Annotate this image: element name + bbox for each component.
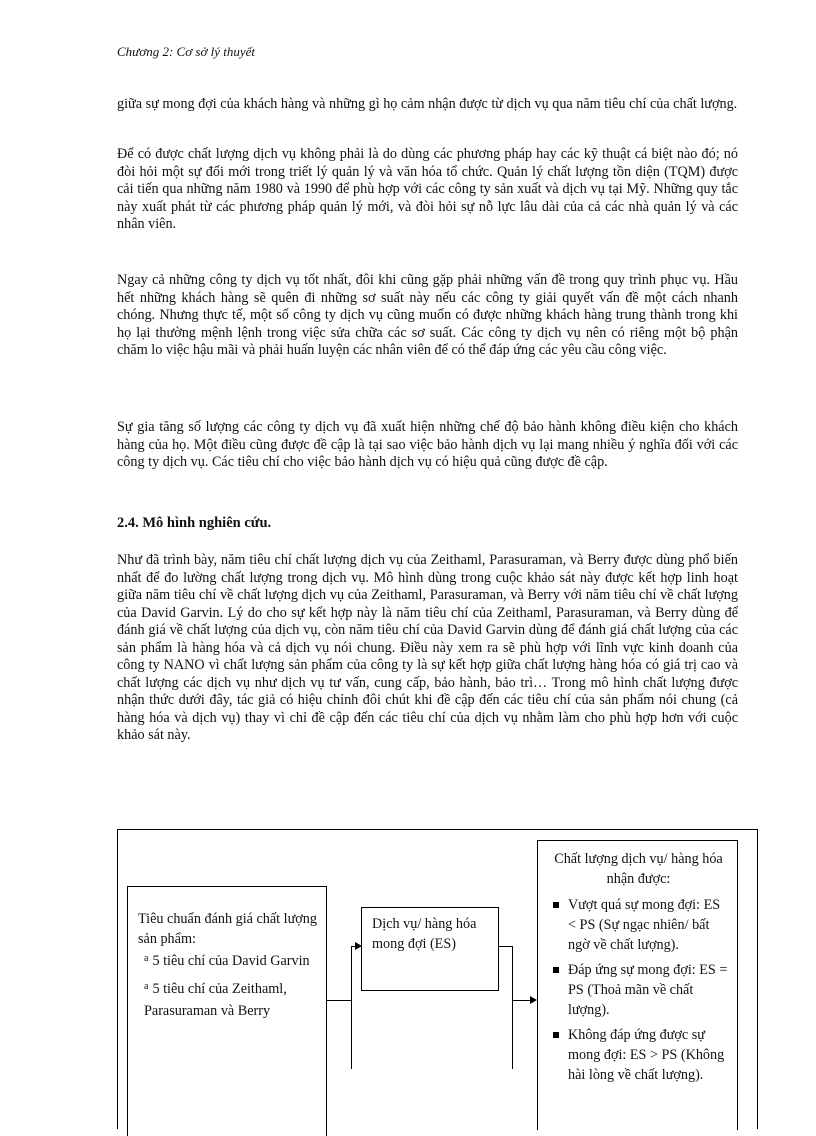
connector-line (499, 946, 512, 947)
paragraph-3: Ngay cả những công ty dịch vụ tốt nhất, đôi khi cũng gặp phải những vấn đề trong quy trình phục vụ. Hầu hết những khách hàng sẽ quên đi những sơ suất này nếu các công ty giải quyết vấn đề một cách nhanh chóng. Nhưng thực tế, một số công ty dịch vụ cũng muốn có được những khách hàng trung thành trong khi họ lại thường mệnh lệnh trong việc sửa chữa các sơ suất. Các công ty dịch vụ nên có riêng một bộ phận chăm lo việc hậu mãi và phải huấn luyện các nhân viên để có thể đáp ứng các yêu cầu công việc. (117, 272, 738, 358)
section-paragraph: Như đã trình bày, năm tiêu chí chất lượng dịch vụ của Zeithaml, Parasuraman, và Berry được dùng phổ biến nhất để đo lường chất lượng trong dịch vụ. Mô hình dùng trong cuộc khảo sát này được kết hợp linh hoạt giữa năm tiêu chí về chất lượng dịch vụ của Zeithaml, Parasuraman, và Berry với năm tiêu chí về chất lượng của David Garvin. Lý do cho sự kết hợp này là năm tiêu chí của Zeithaml, Parasuraman, và Berry dùng để đánh giá về chất lượng của dịch vụ, còn năm tiêu chí của David Garvin dùng để đánh giá chất lượng của các sản phẩm là hàng hóa và cả dịch vụ nói chung. Điều này xem ra sẽ phù hợp với lĩnh vực kinh doanh của công ty NANO vì chất lượng sản phẩm của công ty là sự kết hợp giữa chất lượng hàng hóa có giá trị cao và chất lượng các dịch vụ như dịch vụ tư vấn, cung cấp, bảo hành, bảo trì… Trong mô hình chất lượng được nhận thức dưới đây, tác giả có hiệu chỉnh đôi chút khi đề cập đến các tiêu chí của sản phẩm nói chung (cả hàng hóa và dịch vụ) thay vì chỉ đề cập đến các tiêu chí của dịch vụ nhằm làm cho phù hợp hơn với cuộc khảo sát này. (117, 552, 738, 743)
paragraph-4: Sự gia tăng số lượng các công ty dịch vụ đã xuất hiện những chế độ bảo hành không điều kiện cho khách hàng của họ. Một điều cũng được đề cập là tại sao việc bảo hành dịch vụ lại mang nhiều ý nghĩa đối với các công ty dịch vụ. Các tiêu chí cho việc bảo hành dịch vụ có hiệu quả cũng được đề cập. (117, 419, 738, 470)
arrow-icon (530, 996, 537, 1004)
connector-line (351, 946, 352, 1069)
criteria-title: Tiêu chuẩn đánh giá chất lượng sản phẩm: (138, 911, 317, 947)
list-item: Vượt quá sự mong đợi: ES < PS (Sự ngạc nhiên/ bất ngờ về chất lượng). (568, 895, 731, 955)
connector-line (512, 1000, 530, 1001)
page-header: Chương 2: Cơ sở lý thuyết (117, 44, 256, 59)
bullet-mark: a (144, 953, 149, 964)
expected-service-text: Dịch vụ/ hàng hóa mong đợi (ES) (372, 916, 477, 952)
paragraph-2: Để có được chất lượng dịch vụ không phải là do dùng các phương pháp hay các kỹ thuật cá biệt nào đó; nó đòi hỏi một sự đổi mới trong triết lý quản lý và văn hóa tổ chức. Quản lý chất lượng tồn diện (TQM) được cải tiến qua những năm 1980 và 1990 để phù hợp với các công ty sản xuất và dịch vụ tại Mỹ. Những quy tắc này xuất phát từ các phương pháp quản lý mới, và đòi hỏi sự nỗ lực lâu dài của cả các nhà quản lý và các nhân viên. (117, 146, 738, 232)
criteria-item (138, 979, 326, 1021)
bullet-mark: a (144, 981, 149, 992)
expected-service-box (361, 907, 499, 991)
criteria-item-text: 5 tiêu chí của David Garvin (152, 953, 310, 969)
connector-line (327, 1000, 351, 1001)
connector-line (512, 946, 513, 1069)
section-heading: 2.4. Mô hình nghiên cứu. (117, 515, 272, 531)
quality-criteria-box (127, 886, 327, 1136)
perceived-quality-list (546, 895, 731, 1085)
list-item: Đáp ứng sự mong đợi: ES = PS (Thoả mãn về chất lượng). (568, 960, 731, 1020)
criteria-item (138, 951, 326, 973)
criteria-item-text: 5 tiêu chí của Zeithaml, Parasuraman và Berry (144, 981, 287, 1019)
perceived-quality-box (537, 840, 738, 1130)
list-item: Không đáp ứng được sự mong đợi: ES > PS (Không hài lòng về chất lượng). (568, 1025, 731, 1085)
perceived-quality-title: Chất lượng dịch vụ/ hàng hóa nhận được: (554, 851, 723, 887)
paragraph-1: giữa sự mong đợi của khách hàng và những gì họ cảm nhận được từ dịch vụ qua năm tiêu chí của chất lượng. (117, 96, 738, 112)
